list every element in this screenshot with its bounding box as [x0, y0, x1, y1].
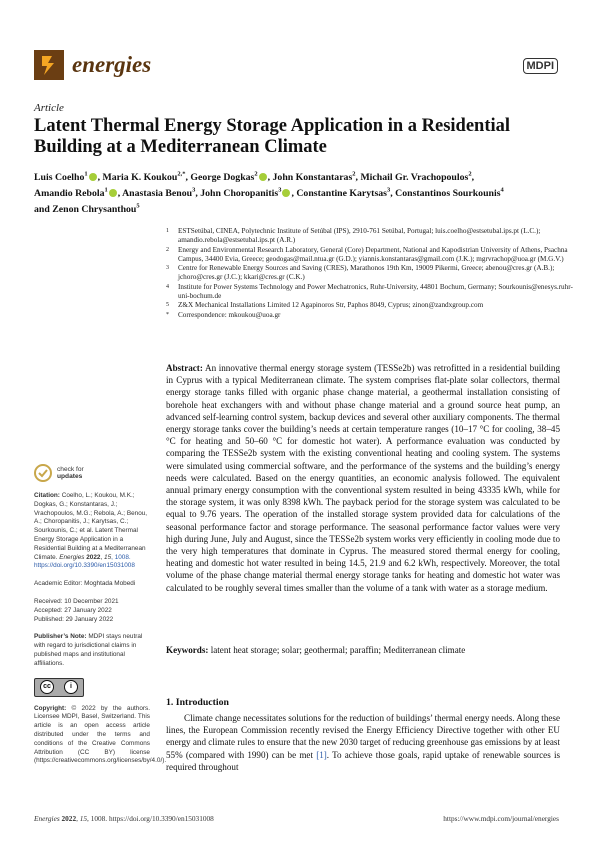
author[interactable] [34, 172, 103, 183]
author-affil-sup: 2 [352, 171, 356, 178]
author[interactable] [34, 188, 122, 199]
copyright-label: Copyright: [34, 704, 67, 712]
article-title: Latent Thermal Energy Storage Application in a Residential Building at a Mediterranean Climate [34, 116, 511, 157]
section-heading: 1. Introduction [166, 697, 229, 708]
footer-url[interactable]: https://www.mdpi.com/journal/energies [443, 814, 559, 823]
author[interactable] [200, 188, 296, 199]
author-name: Constantine Karytsas [296, 188, 387, 200]
intro-text-2: . To achieve those goals, rapid uptake of renewable sources is required throughout [166, 749, 561, 772]
affiliation-number: * [166, 311, 169, 318]
author-separator: , [390, 188, 396, 200]
affiliation-text: ESTSetúbal, CINEA, Polytechnic Institute of Setúbal (IPS), 2910-761 Setúbal, Portugal; luis.coelho@estsetubal.ips.pt (L.C.); amandio.rebola@estsetubal.ips.pt (A.R.) [178, 227, 541, 245]
reference-link[interactable]: [1] [316, 749, 327, 760]
orcid-icon[interactable] [282, 189, 290, 197]
author-list [34, 169, 574, 216]
keywords [166, 644, 560, 656]
publisher-logo[interactable]: MDPI [523, 58, 559, 74]
sidebar [34, 464, 167, 775]
check-for-updates-button[interactable] [34, 464, 150, 482]
affiliation-row [166, 301, 576, 310]
affiliation-row [166, 311, 576, 320]
author-separator: , [97, 172, 103, 184]
author-separator: , [267, 172, 273, 184]
author-name: Constantinos Sourkounis [395, 188, 501, 200]
abstract-label: Abstract: [166, 363, 203, 373]
cc-license-badge[interactable] [34, 678, 84, 697]
received-date: Received: 10 December 2021 [34, 597, 119, 605]
author[interactable] [34, 204, 140, 215]
author-affil-sup: 3 [278, 186, 282, 194]
author-separator: , [355, 172, 361, 184]
author[interactable] [360, 172, 474, 183]
author[interactable] [395, 188, 504, 199]
check-line1: check for [57, 465, 84, 473]
dates [34, 598, 150, 624]
abstract [166, 362, 560, 594]
author-separator: , [117, 188, 123, 200]
author-separator: , [195, 188, 201, 200]
citation-text: Coelho, L.; Koukou, M.K.; Dogkas, G.; Konstantaras, J.; Vrachopoulos, M.G.; Rebola, A.; Benou, A.; Choropanitis, J.; Karytsas, C.; Sourkounis, C.; et al. Latent Thermal Energy Storage Application in a Residential Building at a Mediterranean Climate. [34, 492, 148, 561]
affiliation-row [166, 227, 576, 246]
affiliation-number: 1 [166, 228, 169, 234]
note-label: Publisher’s Note: [34, 633, 87, 641]
footer-journal: Energies [34, 814, 60, 823]
author-affil-sup: 4 [500, 186, 504, 194]
author[interactable] [122, 188, 200, 199]
author-separator: , [471, 172, 475, 184]
journal-logo[interactable] [34, 50, 151, 80]
affiliation-number: 3 [166, 265, 169, 272]
author[interactable] [296, 188, 395, 199]
affiliation-number: 5 [166, 302, 169, 309]
affiliation-row [166, 283, 576, 302]
author-affil-sup: 5 [136, 202, 140, 210]
intro-text-1: Climate change necessitates solutions for the reduction of buildings’ thermal energy needs. Along these lines, the European Commission recently revised the Energy Efficiency Directive together with other EU energy and climate rules to ensure that the new 2030 target of reducing greenhouse gas emissions by at least 55% (compared with 1990) can be met [166, 713, 560, 760]
affiliation-row [166, 246, 576, 265]
author-affil-sup: 3 [386, 186, 391, 194]
article-type: Article [34, 102, 64, 114]
footer-year: 2022 [61, 814, 77, 823]
intro-paragraph [166, 712, 560, 773]
citation-vol: 15 [104, 553, 112, 561]
author-name: John Konstantaras [272, 172, 353, 184]
energies-logo-icon [34, 50, 64, 80]
affiliation-text: Centre for Renewable Energy Sources and Saving (CRES), Marathonos 19th Km, 19009 Pikermi, Greece; abenou@cres.gr (A.B.); jchoro@cres.gr (J.C.); kkari@cres.gr (C.K.) [178, 264, 555, 282]
author-affil-sup: 2,* [177, 171, 186, 178]
citation-journal: Energies [59, 553, 85, 561]
citation-doi[interactable]: , 1008. https://doi.org/10.3390/en15031008 [34, 553, 135, 570]
affiliation-row [166, 264, 576, 283]
footer-vol: 15 [79, 814, 88, 823]
publisher-note [34, 633, 150, 668]
affiliation-number: 2 [166, 246, 169, 253]
author-affil-sup: 1 [84, 171, 88, 178]
author-name: Luis Coelho [34, 172, 85, 184]
journal-name: energies [72, 52, 152, 77]
copyright [34, 704, 167, 767]
citation-year: 2022 [86, 553, 101, 561]
citation-label: Citation: [34, 492, 60, 499]
author-separator: , [185, 172, 191, 184]
accepted-date: Accepted: 27 January 2022 [34, 606, 112, 614]
published-date: Published: 29 January 2022 [34, 615, 114, 623]
orcid-icon[interactable] [89, 173, 97, 181]
author[interactable] [273, 172, 361, 183]
note-text: MDPI stays neutral with regard to jurisdictional claims in published maps and institutional affiliations. [34, 633, 143, 667]
footer-doi[interactable]: , 1008. https://doi.org/10.3390/en15031008 [87, 814, 214, 823]
orcid-icon[interactable] [259, 173, 267, 181]
affiliation-text: Z&X Mechanical Installations Limited 12 Agapinoros Str, Paphos 8049, Cyprus; zinon@zandxgroup.com [178, 301, 484, 310]
author-name: Michail Gr. Vrachopoulos [360, 172, 469, 184]
author-name: Anastasia Benou [122, 188, 193, 200]
abstract-text: An innovative thermal energy storage system (TESSe2b) was retrofitted in a residential building in Cyprus with a typical Mediterranean climate. The system comprises flat-plate solar collectors, thermal energy storage tanks filled with organic phase change material, a geothermal installation consisting of borehole heat exchangers with and without phase change material and a ground source heat pump, an advanced self-learning control system, backup devices and several other auxiliary components. The thermal energy storage tanks cover the building’s needs at certain temperature ranges (10–17 °C for cooling, 38–45 °C for heating and 50–60 °C for domestic hot water). A performance evaluation was conducted by comparing the TESSe2b system with the existing conventional heating and cooling system. The systems were simulated using commercial software, and the performance of the systems and the building’s energy needs were calculated. Based on the energy quantities, an economic analysis followed. The equivalent annual primary energy consumption with the conventional system resulted in being 43335 kWh, while for the storage system, it was only 8398 kWh. The payback period for the storage system was calculated to be equal to 9.76 years. The operation of the installed storage system provided data for calculations of the seasonal performance factor and storage performance. The seasonal performance factor values were very high during June, July and August, since the TESSe2b system works very efficiently in cooling mode due to the very high temperatures that dominate in Cyprus. The measured stored thermal energy for cooling, heating and domestic hot water resulted in being 14.5, 21.9 and 6.2 kWh, respectively. Moreover, the total volume of the phase change material thermal energy storage tanks for heating and domestic hot water was calculated to be roughly several times smaller than the volume of a tank with water as a storage medium. [166, 363, 560, 593]
author-name: and Zenon Chrysanthou [34, 203, 137, 215]
author[interactable] [190, 172, 272, 183]
footer-citation: Energies 2022, 15, 1008. https://doi.org/10.3390/en15031008 [34, 814, 214, 823]
author-affil-sup: 1 [104, 186, 108, 194]
keywords-label: Keywords: [166, 645, 209, 655]
check-updates-icon [34, 464, 52, 482]
affiliation-text: Correspondence: mkoukou@uoa.gr [178, 310, 281, 319]
author[interactable] [103, 172, 191, 183]
cc-icon: cc [40, 680, 54, 694]
author-affil-sup: 2 [254, 171, 258, 178]
academic-editor: Academic Editor: Moghtada Mobedi [34, 580, 136, 588]
affiliation-number: 4 [166, 283, 169, 290]
citation: Citation: Coelho, L.; Koukou, M.K.; Dogkas, G.; Konstantaras, J.; Vrachopoulos, M.G.; Rebola, A.; Benou, A.; Choropanitis, J.; Karytsas, C.; Sourkounis, C.; et al. Latent Thermal Energy Storage Application in a Residential Building at a Mediterranean Climate. Energies 2022, 15, 1008. https://doi.org/10.3390/en15031008 [34, 492, 148, 570]
orcid-icon[interactable] [109, 189, 117, 197]
author-affil-sup: 2 [468, 171, 472, 178]
author-affil-sup: 3 [192, 186, 196, 194]
by-icon: i [64, 680, 78, 694]
affiliation-text: Energy and Environmental Research Laboratory, General (Core) Department, National and Kapodistrian University of Athens, Psachna Campus, 34400 Evia, Greece; geodogas@mail.ntua.gr (G.D.); yiannis.konstantaras@gmail.com (J.K.); mgrvrachop@uoa.gr (M.G.V.) [178, 245, 568, 263]
keywords-text: latent heat storage; solar; geothermal; paraffin; Mediterranean climate [210, 645, 466, 655]
author-separator: , [291, 188, 297, 200]
author-name: Maria K. Koukou [102, 172, 178, 184]
copyright-text: © 2022 by the authors. Licensee MDPI, Basel, Switzerland. This article is an open access article distributed under the terms and conditions of the Creative Commons Attribution (CC BY) license (https://creativecommons.org/licenses/by/4.0/). [34, 704, 167, 765]
author-name: George Dogkas [190, 172, 255, 184]
check-line2: updates [57, 473, 83, 480]
affiliation-text: Institute for Power Systems Technology and Power Mechatronics, Ruhr-University, 44801 Bochum, Germany; Sourkounis@enesys.ruhr-uni-bochum.de [178, 282, 573, 301]
author-name: Amandio Rebola [34, 188, 105, 200]
author-name: John Choropanitis [200, 188, 279, 200]
affiliations [166, 227, 576, 320]
